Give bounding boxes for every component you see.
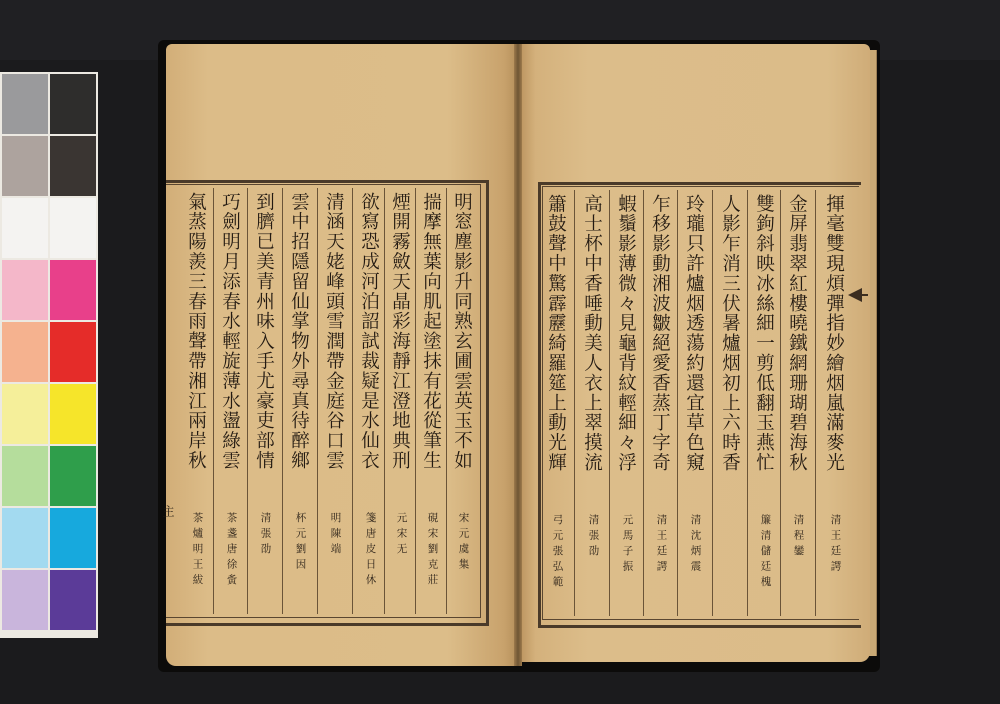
author-attribution: 清張劭 [259, 512, 272, 559]
color-swatch [2, 260, 48, 320]
column-divider [317, 188, 318, 614]
column-divider [815, 190, 816, 616]
column-divider [609, 190, 610, 616]
fish-tail-mark [848, 288, 868, 302]
column-divider [643, 190, 644, 616]
author-attribution: 杯元劉因 [294, 512, 307, 574]
color-swatch [50, 74, 96, 134]
poem-line: 明窓塵影升同熟玄圃雲英玉不如 [451, 192, 473, 471]
color-swatch [2, 446, 48, 506]
column-divider [574, 190, 575, 616]
poem-line: 高士杯中香唾動美人衣上翠摸流 [581, 194, 603, 473]
page-number: 主 [161, 505, 175, 517]
author-attribution: 明陳端 [329, 512, 342, 559]
column-divider [780, 190, 781, 616]
color-swatch [50, 446, 96, 506]
color-swatch [50, 136, 96, 196]
color-swatch [50, 570, 96, 630]
column-divider [415, 188, 416, 614]
author-attribution: 硯宋劉克莊 [426, 512, 439, 590]
column-divider [282, 188, 283, 614]
color-swatch [50, 384, 96, 444]
author-attribution: 清王廷諤 [655, 514, 668, 576]
poem-line: 雙鉤斜映冰絲細一剪低翻玉燕忙 [753, 194, 775, 473]
poem-line: 清涵天姥峰頭雪潤帶金庭谷口雲 [323, 192, 345, 471]
poem-line: 氣蒸陽羨三春雨聲帶湘江兩岸秋 [185, 192, 207, 471]
poem-line: 揣摩無葉向肌起塗抹有花從筆生 [420, 192, 442, 471]
author-attribution: 簾清儲廷槐 [759, 514, 772, 592]
author-attribution: 清沈炳震 [689, 514, 702, 576]
color-swatch [50, 260, 96, 320]
author-attribution: 茶盞唐徐夤 [225, 512, 238, 590]
column-divider [352, 188, 353, 614]
color-swatch [2, 74, 48, 134]
poem-line: 雲中招隱留仙掌物外尋真待醉鄉 [288, 192, 310, 471]
author-attribution: 清王廷諤 [829, 514, 842, 576]
poem-line: 玲瓏只許爐烟透蕩約還宜草色窺 [683, 194, 705, 473]
poem-line: 乍移影動湘波皺絕愛香蒸丁字奇 [649, 194, 671, 473]
color-swatch [2, 322, 48, 382]
color-swatch [2, 570, 48, 630]
color-swatch [2, 384, 48, 444]
author-attribution: 元宋无 [395, 512, 408, 559]
column-divider [247, 188, 248, 614]
author-attribution: 弓元張弘範 [551, 514, 564, 592]
poem-line: 金屏翡翠紅樓曉鐵網珊瑚碧海秋 [786, 194, 808, 473]
column-divider [747, 190, 748, 616]
color-swatch [2, 198, 48, 258]
poem-line: 簫鼓聲中驚霹靂綺羅筵上動光輝 [545, 194, 567, 473]
column-divider [712, 190, 713, 616]
color-swatch [50, 198, 96, 258]
poem-line: 欲寫恐成河泊詔試裁疑是水仙衣 [358, 192, 380, 471]
column-divider [384, 188, 385, 614]
color-swatch [2, 136, 48, 196]
poem-line: 煙開霧斂天晶彩海靜江澄地典刑 [389, 192, 411, 471]
poem-line: 揮毫雙現煩彈指妙繪烟嵐滿麥光 [823, 194, 845, 473]
poem-line: 人影乍消三伏暑爐烟初上六時香 [719, 194, 741, 473]
author-attribution: 茶爐明王紱 [191, 512, 204, 590]
color-swatch [50, 508, 96, 568]
column-divider [213, 188, 214, 614]
author-attribution: 清張劭 [587, 514, 600, 561]
poem-line: 巧劍明月添春水輕旋薄水盪綠雲 [219, 192, 241, 471]
author-attribution: 宋元虞集 [457, 512, 470, 574]
author-attribution: 元馬子振 [621, 514, 634, 576]
color-checker-card [0, 72, 98, 638]
poem-line: 蝦鬚影薄微々見龜背紋輕細々浮 [615, 194, 637, 473]
poem-line: 到臍已美青州味入手尤豪吏部情 [253, 192, 275, 471]
author-attribution: 箋唐皮日休 [364, 512, 377, 590]
color-swatch [2, 508, 48, 568]
column-divider [446, 188, 447, 614]
column-divider [677, 190, 678, 616]
color-swatch [50, 322, 96, 382]
book-gutter [514, 44, 522, 666]
author-attribution: 清程鑾 [792, 514, 805, 561]
